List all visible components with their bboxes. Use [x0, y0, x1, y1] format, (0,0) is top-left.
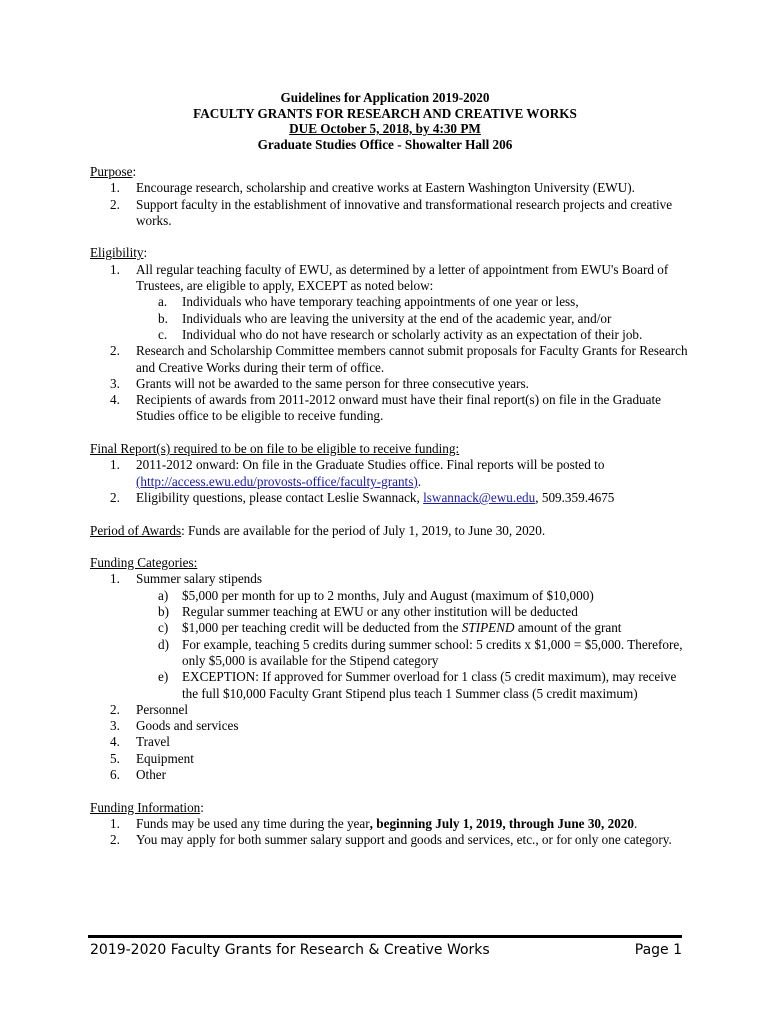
header-office: Graduate Studies Office - Showalter Hall 206	[257, 136, 513, 152]
header-due-date: DUE October 5, 2018, by 4:30 PM	[289, 121, 481, 136]
faculty-grants-link[interactable]: (http://access.ewu.edu/provosts-office/faculty-grants)	[136, 473, 418, 489]
list-item: 4. Recipients of awards from 2011-2012 onward must have their final report(s) on file in the Graduate Studies office to be eligible to receive funding.	[110, 392, 662, 424]
list-item: 5. Equipment	[110, 750, 194, 766]
sub-list-item: c) $1,000 per teaching credit will be deducted from the STIPEND amount of the grant	[158, 620, 622, 636]
period-title: Period of Awards	[90, 522, 182, 538]
sub-list-item: d) For example, teaching 5 credits during summer school: 5 credits x $1,000 = $5,000. Therefore, only $5,000 is available for the Stipend category	[158, 636, 683, 668]
funding-categories-title: Funding Categories:	[90, 555, 198, 571]
final-reports-section	[90, 441, 690, 506]
list-item: 2. Research and Scholarship Committee members cannot submit proposals for Faculty Grants for Research and Creative Works during their term of office.	[110, 343, 688, 375]
footer-divider	[88, 935, 682, 938]
list-item: 4. Travel	[110, 734, 170, 750]
list-item: 1. Summer salary stipends a) $5,000 per month for up to 2 months, July and August (maximum of $10,000) b) Regular summer teaching at EWU or any other institution will be deducted c) $1,000 per teaching credit will be deducted from the STIPEND amount of the grant d) For example, teaching 5 credits during summer school: 5 credits x $1,000 = $5,000. Therefore, only $5,000 is available for the Stipend category e) EXCEPTION: If approved for Summer overload for 1 class (5 credit maximum), may receive the full $10,000 Faculty Grant Stipend plus teach 1 Summer class (5 credit maximum)	[90, 571, 690, 701]
list-item: 2. Eligibility questions, please contact Leslie Swannack, lswannack@ewu.edu, 509.359.4675	[110, 489, 615, 505]
sub-list-item: c. Individual who do not have research or scholarly activity as an expectation of their job.	[158, 326, 643, 342]
list-item: 3. Grants will not be awarded to the same person for three consecutive years.	[110, 375, 529, 391]
footer-title: 2019-2020 Faculty Grants for Research & Creative Works	[90, 942, 490, 958]
eligibility-title: Eligibility	[90, 245, 144, 261]
final-reports-title: Final Report(s) required to be on file to be eligible to receive funding:	[90, 441, 460, 457]
purpose-section: Purpose: 1. Encourage research, scholarship and creative works at Eastern Washington University (EWU). 2. Support faculty in the establishment of innovative and transformational research projects and creative works.	[90, 164, 690, 229]
list-item: 3. Goods and services	[110, 718, 239, 734]
period-text: : Funds are available for the period of July 1, 2019, to June 30, 2020.	[181, 522, 546, 538]
funding-information-section: Funding Information: 1. Funds may be used any time during the year, beginning July 1, 2019, through June 30, 2020. 2. You may apply for both summer salary support and goods and services, etc., or for only one category.	[90, 800, 690, 849]
purpose-title: Purpose	[90, 164, 133, 179]
list-item: 1. All regular teaching faculty of EWU, as determined by a letter of appointment from EWU's Board of Trustees, are eligible to apply, EXCEPT as noted below: a. Individuals who have temporary teaching appointments of one year or less, b. Individuals who are leaving the university at the end of the academic year, and/or c. Individual who do not have research or scholarly activity as an expectation of their job.	[90, 262, 690, 343]
header-line-2: FACULTY GRANTS FOR RESEARCH AND CREATIVE WORKS	[193, 105, 577, 121]
header-line-1: Guidelines for Application 2019-2020	[280, 90, 490, 105]
document-body	[90, 164, 690, 865]
list-item: 6. Other	[110, 766, 167, 782]
list-item: 1. 2011-2012 onward: On file in the Graduate Studies office. Final reports will be posted to (http://access.ewu.edu/provosts-office/faculty-grants).	[110, 457, 605, 489]
list-item: 2. Support faculty in the establishment of innovative and transformational research projects and creative works.	[110, 196, 673, 228]
document-header	[0, 90, 770, 152]
funding-categories-section	[90, 555, 690, 783]
sub-list-item: a) $5,000 per month for up to 2 months, July and August (maximum of $10,000)	[158, 587, 594, 603]
list-item: 2. You may apply for both summer salary support and goods and services, etc., or for only one category.	[110, 832, 672, 848]
sub-list-item: a. Individuals who have temporary teaching appointments of one year or less,	[158, 294, 579, 310]
sub-list-item: b. Individuals who are leaving the university at the end of the academic year, and/or	[158, 310, 612, 326]
list-item: 1. Funds may be used any time during the year, beginning July 1, 2019, through June 30, 2020.	[110, 815, 638, 831]
eligibility-section: Eligibility: 1. All regular teaching faculty of EWU, as determined by a letter of appointment from EWU's Board of Trustees, are eligible to apply, EXCEPT as noted below: a. Individuals who have temporary teaching appointments of one year or less, b. Individuals who are leaving the university at the end of the academic year, and/or c. Individual who do not have research or scholarly activity as an expectation of their job. 2. Research and Scholarship Committee members cannot submit proposals for Faculty Grants for Research and Creative Works during their term of office. 3. Grants will not be awarded to the same person for three consecutive years. 4. Recipients of awards from 2011-2012 onward must have their final report(s) on file in the Graduate Studies office to be eligible to receive funding.	[90, 245, 690, 424]
funding-information-title: Funding Information	[90, 799, 201, 815]
list-item: 2. Personnel	[110, 701, 189, 717]
period-section	[90, 523, 690, 539]
page-number: Page 1	[634, 942, 682, 958]
email-link[interactable]: lswannack@ewu.edu	[423, 489, 536, 505]
sub-list-item: e) EXCEPTION: If approved for Summer overload for 1 class (5 credit maximum), may receive the full $10,000 Faculty Grant Stipend plus teach 1 Summer class (5 credit maximum)	[158, 669, 677, 701]
list-item: 1. Encourage research, scholarship and creative works at Eastern Washington University (EWU).	[110, 180, 635, 196]
sub-list-item: b) Regular summer teaching at EWU or any other institution will be deducted	[158, 604, 578, 620]
